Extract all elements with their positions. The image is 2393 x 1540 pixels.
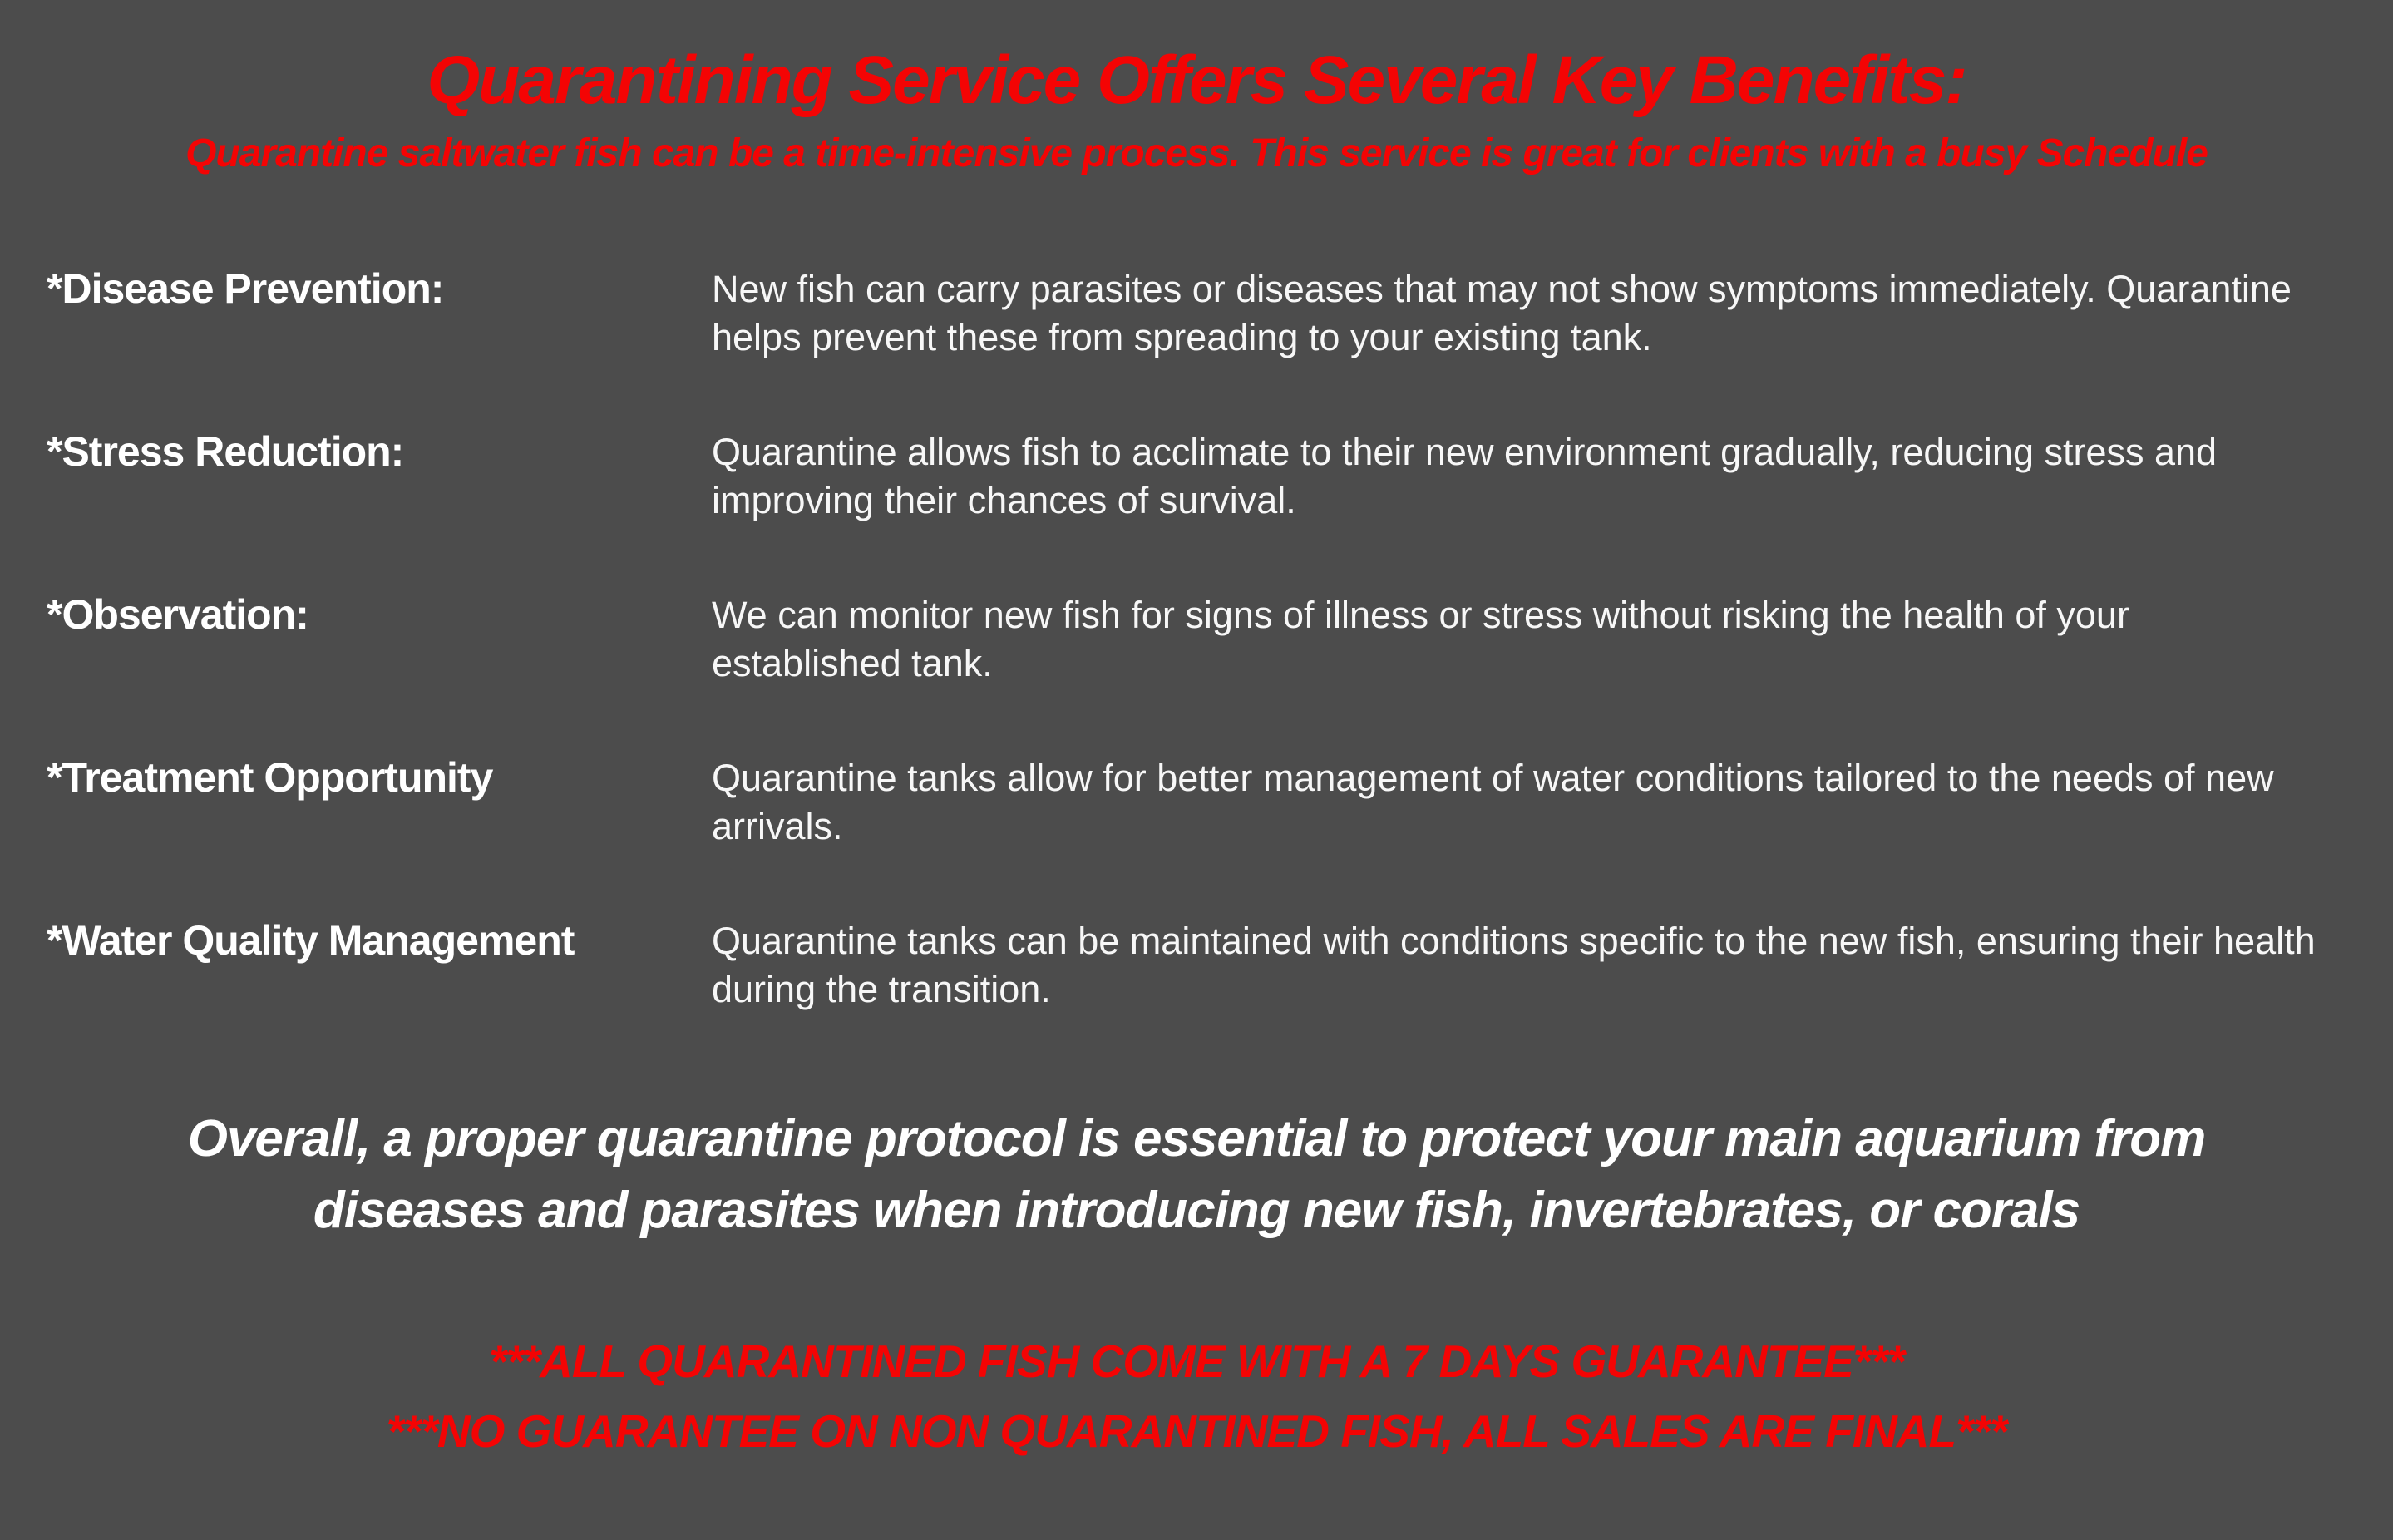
flyer-header	[0, 0, 2393, 180]
benefits-list	[0, 265, 2393, 1014]
page-subtitle: Quarantine saltwater fish can be a time-intensive process. This service is great for clients with a busy Schedule	[185, 131, 2208, 176]
benefit-description-treatment-opportunity: Quarantine tanks allow for better management of water conditions tailored to the needs of new arrivals.	[712, 756, 2274, 847]
benefit-description-disease-prevention: New fish can carry parasites or diseases that may not show symptoms immediately. Quarantine helps prevent these from spreading to your existing tank.	[712, 267, 2292, 358]
benefit-label-stress-reduction: *Stress Reduction:	[47, 427, 404, 475]
summary-text: Overall, a proper quarantine protocol is essential to protect your main aquarium from diseases and parasites when introducing new fish, invertebrates, or corals	[187, 1109, 2206, 1239]
benefit-label-water-quality-management: *Water Quality Management	[47, 916, 575, 964]
benefit-label-observation: *Observation:	[47, 590, 308, 638]
benefit-description-stress-reduction: Quarantine allows fish to acclimate to their new environment gradually, reducing stress and improving their chances of survival.	[712, 430, 2218, 521]
benefit-label-treatment-opportunity: *Treatment Opportunity	[47, 753, 493, 801]
benefit-row-disease-prevention	[47, 265, 2360, 362]
benefit-row-water-quality-management	[47, 917, 2360, 1014]
benefit-label-disease-prevention: *Disease Prevention:	[47, 264, 444, 312]
benefit-row-stress-reduction	[47, 428, 2360, 525]
page-title: Quarantining Service Offers Several Key Benefits:	[427, 42, 1966, 118]
guarantee-line-non-quarantined: ***NO GUARANTEE ON NON QUARANTINED FISH, ALL SALES ARE FINAL***	[386, 1404, 2007, 1457]
benefit-row-observation	[47, 591, 2360, 688]
benefit-row-treatment-opportunity	[47, 754, 2360, 851]
guarantee-block	[0, 1326, 2393, 1466]
benefit-description-water-quality-management: Quarantine tanks can be maintained with conditions specific to the new fish, ensuring their health during the transition.	[712, 919, 2316, 1010]
guarantee-line-quarantined: ***ALL QUARANTINED FISH COME WITH A 7 DAYS GUARANTEE***	[488, 1335, 1905, 1387]
benefit-description-observation: We can monitor new fish for signs of illness or stress without risking the health of your established tank.	[712, 593, 2129, 684]
